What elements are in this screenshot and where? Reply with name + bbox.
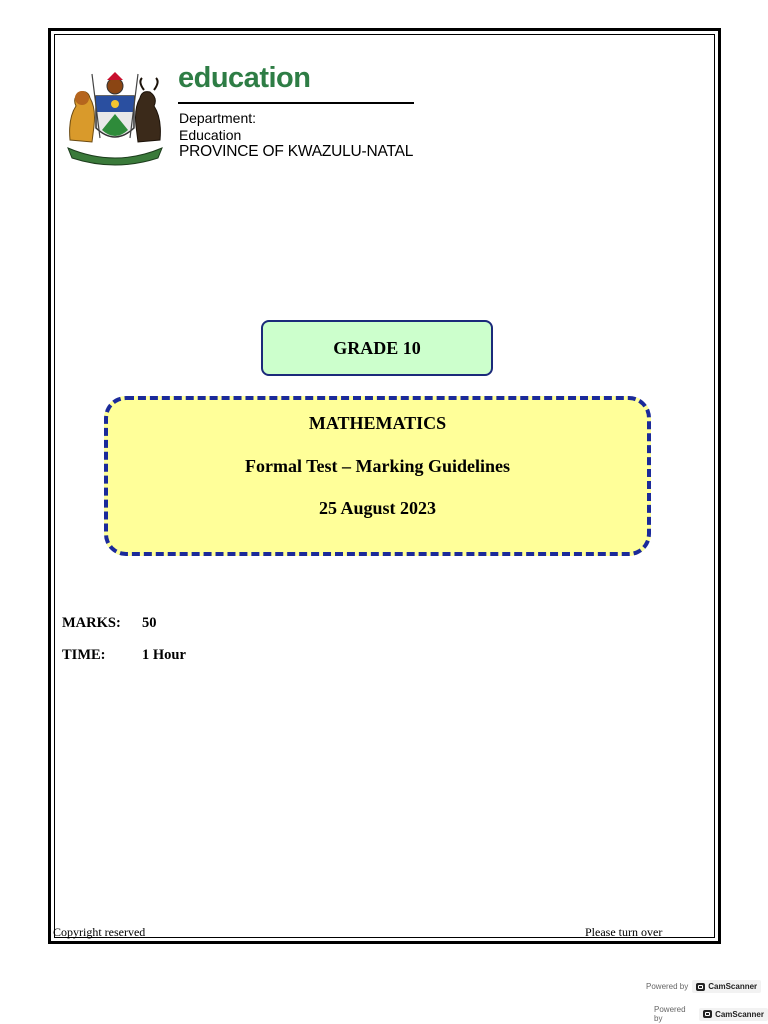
- camscanner-name: CamScanner: [708, 982, 758, 991]
- footer-copyright: Copyright reserved: [53, 925, 146, 939]
- camscanner-name-2: CamScanner: [715, 1009, 764, 1019]
- subject-title: MATHEMATICS: [308, 413, 447, 433]
- department-label: Department:: [179, 110, 257, 126]
- time-value: 1 Hour: [142, 647, 186, 663]
- brand-wordmark: education: [178, 62, 311, 94]
- camscanner-watermark: [646, 980, 761, 993]
- camscanner-watermark-2: [654, 1005, 768, 1023]
- marks-value: 50: [142, 615, 157, 631]
- assessment-date: 25 August 2023: [318, 498, 437, 518]
- camscanner-badge-2: [699, 1008, 768, 1021]
- grade-label: GRADE 10: [333, 337, 421, 358]
- camscanner-badge: [692, 980, 761, 993]
- grade-box: [261, 320, 493, 376]
- province-name: PROVINCE OF KWAZULU-NATAL: [179, 143, 414, 160]
- time-label: TIME:: [62, 647, 106, 663]
- kzn-coat-of-arms-logo: [62, 68, 168, 168]
- marks-label: MARKS:: [62, 615, 121, 631]
- footer-turn-over: Please turn over: [585, 925, 663, 939]
- assessment-title: Formal Test – Marking Guidelines: [244, 456, 511, 476]
- powered-by-text: Powered by: [646, 982, 689, 991]
- camscanner-icon: [696, 983, 705, 991]
- camscanner-icon-2: [703, 1010, 712, 1018]
- brand-underline: [178, 102, 414, 104]
- department-name: Education: [179, 127, 242, 143]
- powered-by-text-2: Powered by: [654, 1005, 686, 1023]
- subject-box: [104, 396, 651, 556]
